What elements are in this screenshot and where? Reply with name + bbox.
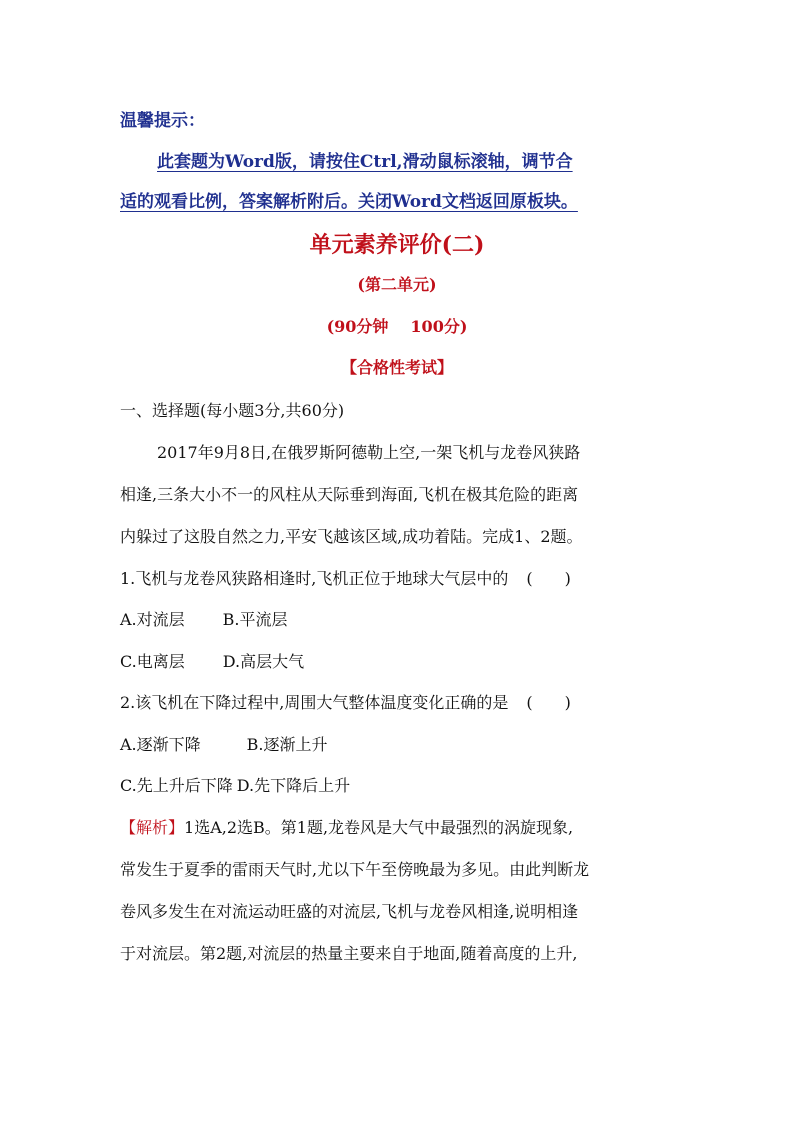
question-2-options-row-2 xyxy=(120,773,350,796)
analysis-line-1 xyxy=(120,815,573,838)
question-2-option-b: B.逐渐上升 xyxy=(246,735,328,754)
exam-total-score: 100分) xyxy=(410,317,468,336)
question-1-option-c: C.电离层 xyxy=(120,652,185,671)
analysis-line-4: 于对流层。第2题,对流层的热量主要来自于地面,随着高度的上升, xyxy=(120,944,578,963)
exam-type: 【合格性考试】 xyxy=(340,358,453,377)
question-2-blank: ( ) xyxy=(526,693,571,712)
analysis-line-3: 卷风多发生在对流运动旺盛的对流层,飞机与龙卷风相逢,说明相逢 xyxy=(120,902,579,921)
tip-line-1: 此套题为Word版，请按住Ctrl,滑动鼠标滚轴，调节合 xyxy=(157,152,573,172)
question-2-stem xyxy=(120,690,571,713)
question-2-text: 2.该飞机在下降过程中,周围大气整体温度变化正确的是 xyxy=(120,693,509,712)
passage-line-1: 2017年9月8日,在俄罗斯阿德勒上空,一架飞机与龙卷风狭路 xyxy=(157,443,581,462)
analysis-label: 【解析】 xyxy=(120,818,185,837)
unit-title: 单元素养评价(二) xyxy=(309,232,485,258)
question-2-option-c: C.先上升后下降 xyxy=(120,776,233,795)
question-1-options-row-2 xyxy=(120,649,304,672)
analysis-line-2: 常发生于夏季的雷雨天气时,尤以下午至傍晚最为多见。由此判断龙 xyxy=(120,860,590,879)
question-1-options-row-1 xyxy=(120,607,288,630)
question-1-option-d: D.高层大气 xyxy=(222,652,305,671)
passage-line-3: 内躲过了这股自然之力,平安飞越该区域,成功着陆。完成1、2题。 xyxy=(120,527,583,546)
question-1-blank: ( ) xyxy=(526,569,571,588)
question-2-option-d: D.先下降后上升 xyxy=(236,776,351,795)
exam-duration-score xyxy=(0,314,794,337)
tip-line-2: 适的观看比例，答案解析附后。关闭Word文档返回原板块。 xyxy=(120,192,578,212)
question-2-options-row-1 xyxy=(120,732,328,755)
section-heading: 一、选择题(每小题3分,共60分) xyxy=(120,401,345,420)
question-1-option-b: B.平流层 xyxy=(222,610,288,629)
tip-title: 温馨提示： xyxy=(120,111,205,131)
unit-subtitle: (第二单元) xyxy=(357,275,437,294)
question-2-option-a: A.逐渐下降 xyxy=(120,735,201,754)
exam-duration: (90分钟 xyxy=(326,317,389,336)
analysis-text-1: 1选A,2选B。第1题,龙卷风是大气中最强烈的涡旋现象, xyxy=(184,818,574,837)
question-1-text: 1.飞机与龙卷风狭路相逢时,飞机正位于地球大气层中的 xyxy=(120,569,509,588)
question-1-stem xyxy=(120,566,571,589)
passage-line-2: 相逢,三条大小不一的风柱从天际垂到海面,飞机在极其危险的距离 xyxy=(120,485,579,504)
question-1-option-a: A.对流层 xyxy=(120,610,185,629)
